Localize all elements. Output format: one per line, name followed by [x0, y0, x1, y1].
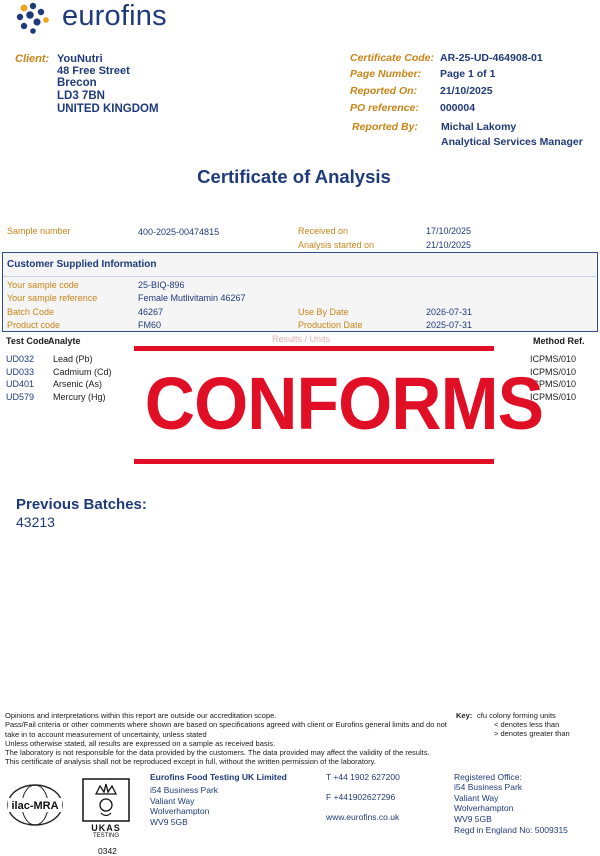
row-method: ICPMS/010 — [530, 392, 577, 402]
client-label: Client: — [15, 53, 50, 65]
row-test-code: UD033 — [6, 367, 35, 377]
footer-company: Eurofins Food Testing UK Limited — [150, 772, 287, 782]
footer-address-line: Valiant Way — [150, 795, 195, 806]
sample-reference-label: Your sample reference — [7, 293, 98, 303]
column-header-test-code: Test Code — [6, 336, 49, 346]
reported-on-label: Reported On: — [350, 85, 418, 97]
footer-fax: F +441902627296 — [326, 792, 396, 802]
product-code: FM60 — [138, 320, 162, 330]
conforms-stamp — [134, 346, 544, 464]
disclaimer-line: Unless otherwise stated, all results are expressed on a sample as received basis. — [5, 738, 276, 748]
disclaimer-line: Opinions and interpretations within this report are outside our accreditation scope. — [5, 711, 277, 720]
column-header-results: Results / Units — [272, 334, 331, 344]
svg-text:ilac-MRA: ilac-MRA — [11, 800, 59, 812]
ukas-crown-icon — [82, 778, 130, 822]
ukas-text: UKAS — [91, 823, 121, 833]
client-line: UNITED KINGDOM — [57, 102, 159, 115]
ilac-mra-logo-icon — [6, 782, 64, 828]
sample-code: 25-BIQ-896 — [138, 280, 185, 290]
disclaimer — [5, 711, 451, 767]
row-test-code: UD401 — [6, 379, 35, 389]
footer-address-line: Wolverhampton — [150, 806, 210, 817]
key-line: > denotes greater than — [494, 729, 570, 738]
registered-office-line: Valiant Way — [454, 792, 499, 803]
column-header-method: Method Ref. — [533, 336, 585, 346]
row-analyte: Mercury (Hg) — [53, 392, 106, 402]
key-line: cfu colony forming units — [477, 711, 556, 720]
certificate-code-label: Certificate Code: — [350, 52, 435, 64]
ukas-sub: TESTING — [92, 833, 119, 839]
stamp-bar-bottom — [134, 459, 494, 464]
footer-address — [150, 785, 218, 828]
row-method: ICPMS/010 — [530, 379, 577, 389]
stamp-bar-top — [134, 346, 494, 351]
footer-website[interactable]: www.eurofins.co.uk — [326, 812, 400, 822]
key-label: Key: — [456, 711, 473, 720]
reported-on: 21/10/2025 — [440, 85, 493, 97]
disclaimer-line: This certificate of analysis shall not be reproduced except in full, without the written permission of the laboratory. — [5, 757, 376, 767]
production-date: 2025-07-31 — [426, 320, 473, 330]
po-reference-label: PO reference: — [350, 102, 419, 114]
registered-office-address — [454, 782, 568, 836]
page-number: Page 1 of 1 — [440, 68, 496, 80]
row-test-code: UD579 — [6, 392, 35, 402]
divider — [3, 276, 596, 277]
product-code-label: Product code — [7, 320, 61, 330]
footer-address-line: WV9 5GB — [150, 817, 188, 828]
certificate-code: AR-25-UD-464908-01 — [440, 52, 543, 64]
page-title: Certificate of Analysis — [197, 166, 391, 187]
use-by-date: 2026-07-31 — [426, 307, 473, 317]
batch-code: 46267 — [138, 307, 164, 317]
po-reference: 000004 — [440, 102, 476, 114]
page-number-label: Page Number: — [350, 68, 422, 80]
row-analyte: Cadmium (Cd) — [53, 367, 112, 377]
ukas-badge — [82, 778, 130, 844]
sample-reference: Female Mutlivitamin 46267 — [138, 293, 246, 303]
footer-phone: T +44 1902 627200 — [326, 772, 400, 782]
row-test-code: UD032 — [6, 354, 35, 364]
reported-by-label: Reported By: — [352, 121, 418, 133]
registered-office-line: Regd in England No: 5009315 — [454, 824, 568, 835]
key-line: < denotes less than — [494, 720, 560, 729]
stamp-text: CONFORMS — [144, 362, 544, 445]
previous-batches-title: Previous Batches: — [16, 496, 147, 513]
received-label: Received on — [298, 226, 349, 236]
reported-by-name: Michal Lakomy — [441, 121, 517, 133]
client-line: LD3 7BN — [57, 89, 105, 102]
sample-number-label: Sample number — [7, 226, 71, 236]
registered-office-label: Registered Office: — [454, 772, 522, 782]
sample-number: 400-2025-00474815 — [138, 227, 220, 237]
registered-office-line: i54 Business Park — [454, 782, 523, 792]
ukas-number: 0342 — [98, 846, 117, 856]
batch-code-label: Batch Code — [7, 307, 55, 317]
use-by-label: Use By Date — [298, 307, 349, 317]
eurofins-logo-icon — [15, 2, 55, 34]
registered-office-line: Wolverhampton — [454, 803, 514, 814]
client-address — [57, 53, 159, 115]
registered-office-line: WV9 5GB — [454, 814, 492, 825]
row-analyte: Lead (Pb) — [53, 354, 93, 364]
client-line: YouNutri — [57, 53, 103, 65]
row-method: ICPMS/010 — [530, 367, 577, 377]
disclaimer-line: Pass/Fail criteria or other comments where shown are based on specifications agreed with client or Eurofins general limits and do not — [5, 720, 447, 730]
disclaimer-line: take in to account measurement of uncertainty, unless stated — [5, 729, 207, 739]
client-line: 48 Free Street — [57, 65, 130, 77]
analysis-started-date: 21/10/2025 — [426, 240, 472, 250]
row-method: ICPMS/010 — [530, 354, 577, 364]
previous-batches-value: 43213 — [16, 514, 55, 530]
brand-name: eurofins — [62, 0, 167, 32]
column-header-analyte: Analyte — [48, 336, 81, 346]
footer-address-line: i54 Business Park — [150, 785, 219, 795]
client-line: Brecon — [57, 77, 97, 89]
sample-code-label: Your sample code — [7, 280, 79, 290]
analysis-started-label: Analysis started on — [298, 240, 375, 250]
received-date: 17/10/2025 — [426, 226, 472, 236]
row-analyte: Arsenic (As) — [53, 379, 103, 389]
reported-by-title: Analytical Services Manager — [441, 136, 583, 148]
customer-info-heading: Customer Supplied Information — [7, 259, 157, 270]
production-date-label: Production Date — [298, 320, 363, 330]
disclaimer-line: The laboratory is not responsible for the data provided by the customers. The data provided may affect the validity of the results. — [5, 748, 430, 758]
